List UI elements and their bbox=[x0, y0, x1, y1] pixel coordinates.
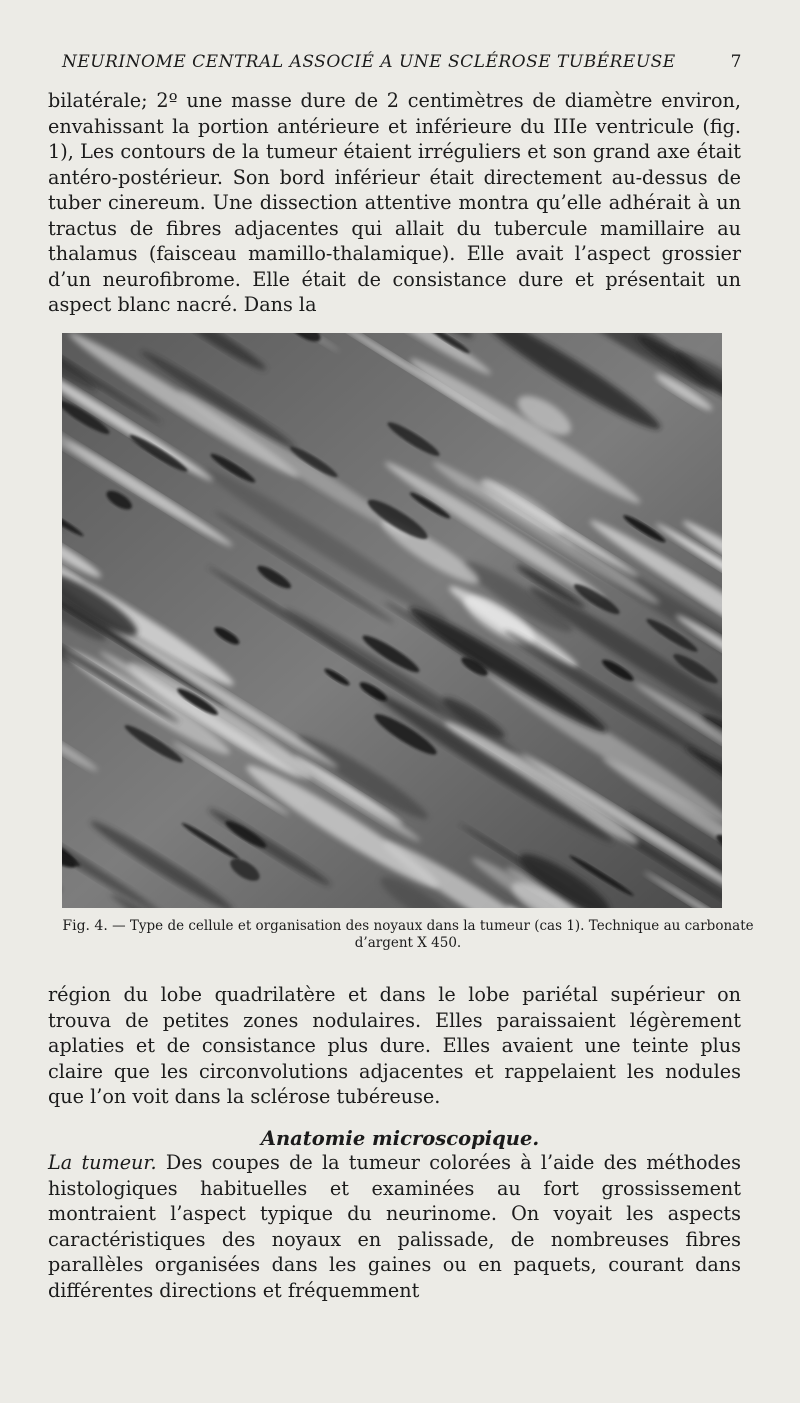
micrograph-figure bbox=[62, 333, 722, 908]
figure-caption-text: — Type de cellule et organisation des noyaux dans la tumeur (cas 1). Technique au carbonate d’argent X 450. bbox=[112, 918, 754, 951]
body-paragraph-2: région du lobe quadrilatère et dans le lobe pariétal supérieur on trouva de petites zones nodulaires. Elles paraissaient légèrement aplaties et de consistance plus dure. Elles avaient une teinte plus claire que les circonvolutions adjacentes et rappelaient les nodules que l’on voit dans la sclérose tubéreuse. bbox=[48, 983, 741, 1108]
body-paragraph-3 bbox=[48, 1150, 741, 1303]
paragraph-lead: La tumeur. bbox=[48, 1151, 157, 1174]
running-head bbox=[62, 52, 742, 78]
running-head-title: NEURINOME CENTRAL ASSOCIÉ A UNE SCLÉROSE TUBÉREUSE bbox=[62, 52, 676, 72]
figure-caption bbox=[62, 918, 754, 952]
page-number: 7 bbox=[730, 52, 742, 72]
paragraph-3-text: Des coupes de la tumeur colorées à l’aide des méthodes histologiques habituelles et examinées au fort grossissement montraient l’aspect typique du neurinome. On voyait les aspects caractéristiques des noyaux en palissade, de nombreuses fibres parallèles organisées dans les gaines ou en paquets, courant dans différentes directions et fréquemment bbox=[48, 1151, 741, 1302]
section-heading: Anatomie microscopique. bbox=[260, 1127, 540, 1150]
body-paragraph-1: bilatérale; 2º une masse dure de 2 centimètres de diamètre environ, envahissant la portion antérieure et inférieure du IIIe ventricule (fig. 1), Les contours de la tumeur étaient irréguliers et son grand axe était antéro-postérieur. Son bord inférieur était directement au-dessus de tuber cinereum. Une dissection attentive montra qu’elle adhérait à un tractus de fibres adjacentes qui allait du tubercule mamillaire au thalamus (faisceau mamillo-thalamique). Elle avait l’aspect grossier d’un neurofibrome. Elle était de consistance dure et présentait un aspect blanc nacré. Dans la bbox=[48, 89, 741, 316]
micrograph-image bbox=[62, 333, 722, 908]
figure-label: Fig. 4. bbox=[62, 918, 108, 934]
